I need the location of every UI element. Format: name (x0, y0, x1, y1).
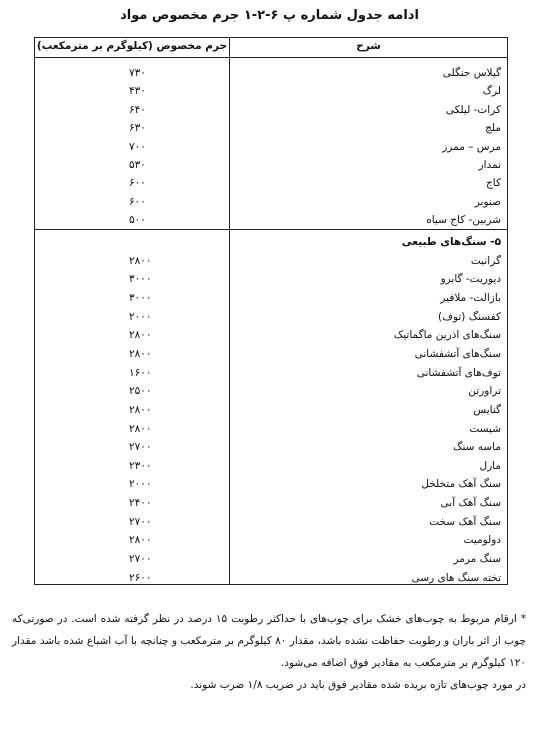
row-value: ۲۷۰۰ (129, 553, 152, 566)
row-value: ۲۰۰۰ (129, 310, 152, 323)
footnote-fresh-wood: در مورد چوب‌های تازه بریده شده مقادیر فوق باید در ضریب ۱/۸ ضرب شوند. (190, 679, 526, 691)
density-table (34, 37, 508, 585)
row-description: مارل (479, 459, 501, 472)
row-value: ۲۰۰۰ (129, 478, 152, 491)
row-description: گیلاس جنگلی (442, 67, 501, 79)
row-description: نمدار (478, 159, 501, 171)
row-value: ۳۰۰۰ (129, 291, 152, 304)
row-value: ۷۳۰ (129, 67, 146, 79)
row-value: ۶۳۰ (129, 122, 146, 135)
header-divider (35, 57, 507, 58)
row-value: ۲۸۰۰ (129, 254, 152, 267)
row-value: ۲۸۰۰ (129, 422, 152, 435)
row-description: کفسنگ (توف) (437, 310, 501, 323)
row-description: گنایس (473, 403, 501, 416)
page-title: ادامه جدول شماره پ ۶-۲-۱ جرم مخصوص مواد (120, 8, 419, 23)
row-description: مرس – ممرز (442, 140, 501, 153)
row-value: ۱۶۰۰ (129, 366, 152, 379)
row-value: ۲۶۰۰ (129, 571, 152, 584)
row-description: ماسه سنگ (453, 441, 501, 454)
row-description: دولومیت (463, 534, 501, 547)
row-value: ۶۴۰ (129, 103, 146, 116)
row-description: لرگ (482, 85, 501, 98)
row-value: ۲۷۰۰ (129, 441, 152, 454)
row-description: دیوریت- گابرو (440, 273, 501, 286)
row-description: صنوبر (474, 195, 501, 208)
row-description: گرانیت (470, 254, 501, 267)
row-description: سنگ آهک متخلخل (421, 478, 501, 491)
row-description: توف‌های آتشفشانی (416, 366, 501, 379)
footnotes (12, 608, 526, 696)
row-description: تخته سنگ های رسی (411, 571, 501, 584)
row-value: ۲۴۰۰ (129, 497, 152, 510)
row-description: کاج (486, 177, 501, 190)
header-description: شرح (356, 40, 381, 52)
row-description: شیست (469, 422, 501, 435)
row-value: ۶۰۰ (129, 195, 146, 208)
header-mass: جرم مخصوص (کیلوگرم بر مترمکعب) (36, 40, 228, 52)
row-value: ۲۸۰۰ (129, 534, 152, 547)
row-value: ۷۰۰ (129, 140, 146, 153)
section-heading: ۵- سنگ‌های طبیعی (401, 236, 501, 248)
row-description: ملچ (485, 122, 501, 135)
row-value: ۳۰۰۰ (129, 273, 152, 286)
row-value: ۲۸۰۰ (129, 347, 152, 360)
row-value: ۲۷۰۰ (129, 515, 152, 528)
row-description: سنگ آهک آبی (440, 497, 501, 510)
row-value: ۲۸۰۰ (129, 403, 152, 416)
row-value: ۵۳۰ (129, 159, 146, 171)
row-description: سنگ مرمر (453, 553, 501, 566)
row-description: سنگ‌های اذرین ماگماتیک (393, 329, 501, 342)
row-value: ۴۳۰ (129, 85, 146, 98)
row-description: سنگ‌های آتشفشانی (414, 347, 501, 360)
row-value: ۲۸۰۰ (129, 329, 152, 342)
row-description: شربین- کاج سیاه (426, 214, 501, 227)
row-description: بازالت- ملافیر (440, 291, 501, 304)
row-description: کرات- لیلکی (445, 103, 501, 116)
row-value: ۶۰۰ (129, 177, 146, 190)
row-value: ۲۵۰۰ (129, 385, 152, 398)
row-value: ۵۰۰ (129, 214, 146, 227)
row-description: تراورتن (468, 385, 501, 398)
column-divider (229, 38, 230, 584)
row-value: ۲۳۰۰ (129, 459, 152, 472)
row-description: سنگ آهک سخت (429, 515, 501, 528)
footnote-wood-moisture: * ارقام مربوط به چوب‌های خشک برای چوب‌های با حداکثر رطوبت ۱۵ درصد در نظر گرفته شده است. در صورتی‌که چوب از اثر باران و رطوبت حفاظت نشده باشد، مقدار ۸۰ کیلوگرم بر مترمکعب و چنانچه با آب اشباع شده باشد مقدار ۱۲۰ کیلوگرم بر مترمکعب به مقادیر فوق اضافه می‌شود. (12, 613, 526, 669)
section-divider (35, 229, 507, 230)
